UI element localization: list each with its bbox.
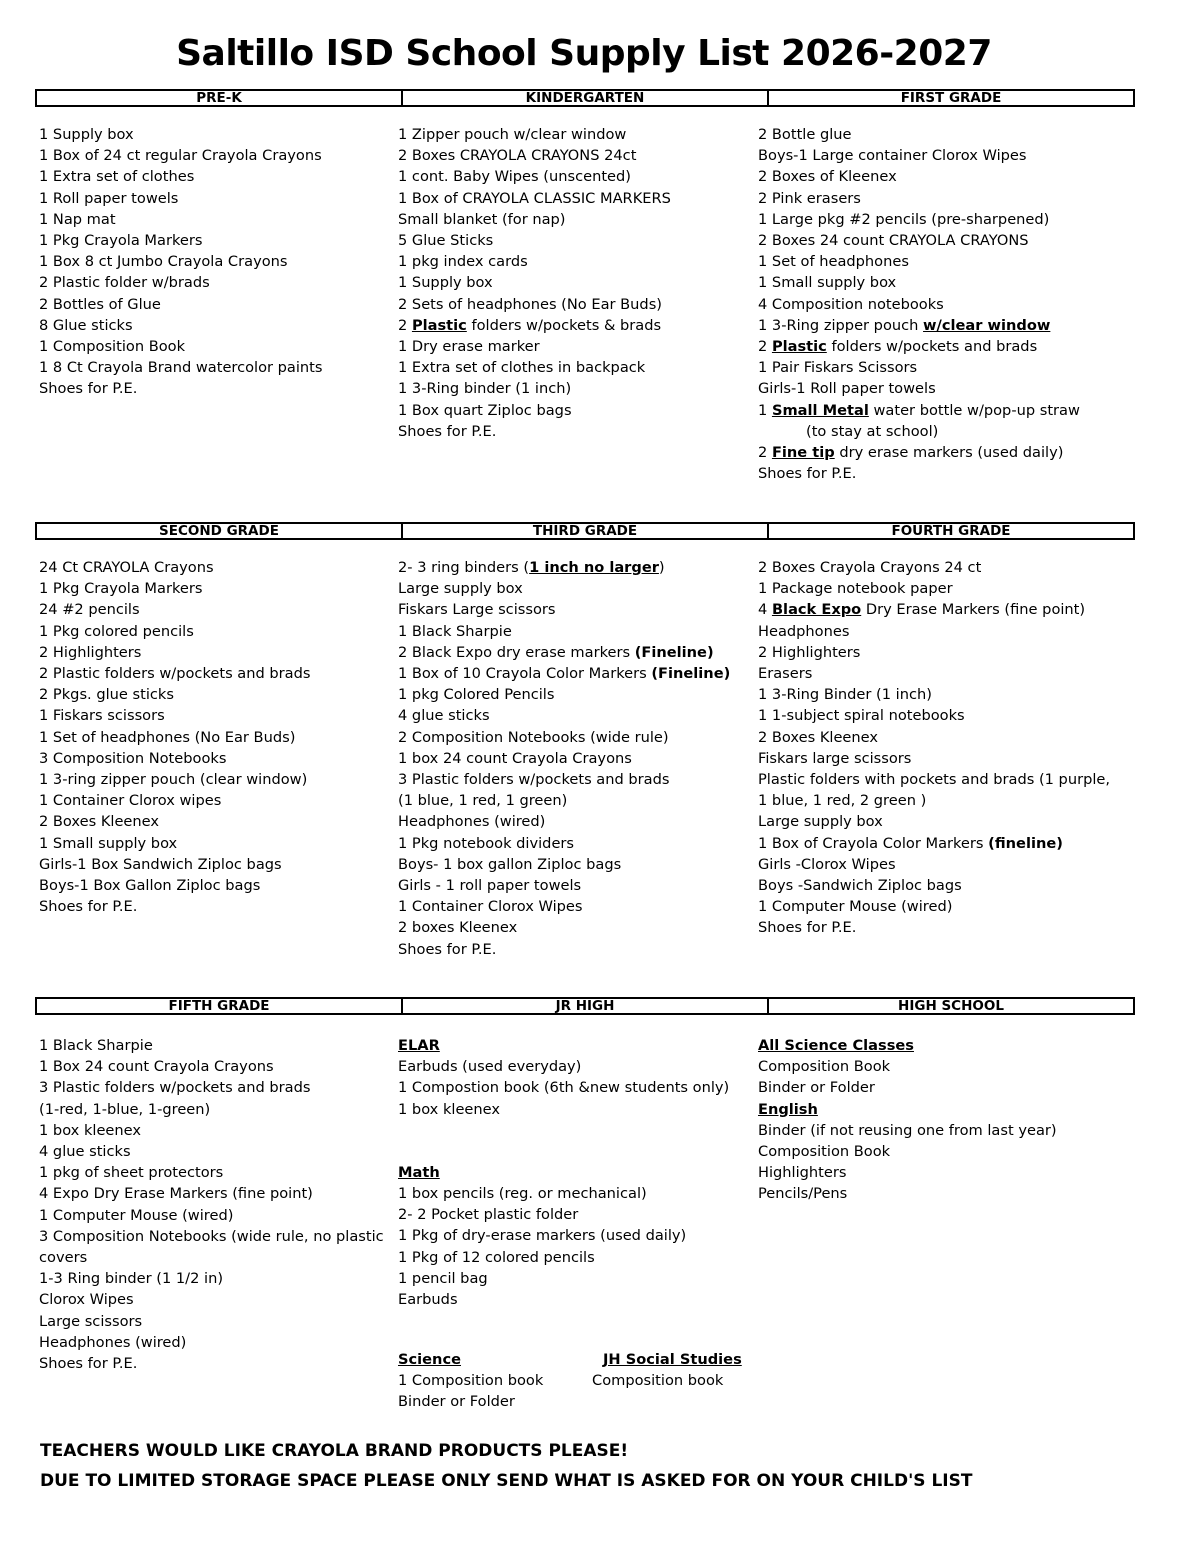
- list-item: Shoes for P.E.: [39, 898, 138, 916]
- list-item: 1 Supply box: [398, 274, 493, 292]
- jr-high-list: [398, 1035, 729, 1310]
- list-item: 1 Box 24 count Crayola Crayons: [39, 1058, 274, 1076]
- list-item: 2 Boxes Kleenex: [39, 813, 160, 831]
- list-item: 2 Boxes 24 count CRAYOLA CRAYONS: [758, 232, 1029, 250]
- kinder-list-b: [398, 336, 671, 442]
- list-item: Boys-1 Box Gallon Ziploc bags: [39, 877, 261, 895]
- fourth-grade-list: [758, 557, 1110, 939]
- jh-social-list: [592, 1370, 742, 1391]
- list-item: 1 Computer Mouse (wired): [39, 1206, 234, 1224]
- list-item: Shoes for P.E.: [39, 380, 138, 398]
- first-list-a: [758, 124, 1080, 315]
- list-item: 24 Ct CRAYOLA Crayons: [39, 559, 214, 576]
- header-fourth-grade: FOURTH GRADE: [891, 523, 1011, 539]
- list-item: 1 Small Metal water bottle w/pop-up straw: [758, 401, 1080, 419]
- list-item: 2 Fine tip dry erase markers (used daily): [758, 444, 1064, 462]
- hs-science-heading: All Science Classes: [758, 1037, 914, 1054]
- list-item: 1 3-Ring Binder (1 inch): [758, 686, 932, 704]
- list-item: Earbuds: [398, 1291, 458, 1309]
- hs-english-heading: English: [758, 1100, 818, 1118]
- header-second-grade: SECOND GRADE: [37, 524, 403, 538]
- list-item: Pencils/Pens: [758, 1185, 848, 1203]
- list-item: 2 Pink erasers: [758, 189, 861, 207]
- list-item: 2 Highlighters: [758, 643, 861, 661]
- list-item: Fiskars Large scissors: [398, 601, 556, 619]
- list-item: 5 Glue Sticks: [398, 232, 494, 250]
- list-item: 1 Zipper pouch w/clear window: [398, 126, 627, 143]
- list-item: 2 Plastic folders w/pockets & brads: [398, 316, 662, 334]
- list-item: 1 cont. Baby Wipes (unscented): [398, 168, 631, 186]
- list-item: 2- 3 ring binders (1 inch no larger): [398, 559, 665, 576]
- list-item: 1 Package notebook paper: [758, 580, 953, 598]
- high-school-list: [758, 1035, 1057, 1205]
- list-item: 1 3-ring zipper pouch (clear window): [39, 771, 308, 789]
- list-item: 1 Pkg Crayola Markers: [39, 232, 203, 250]
- list-item: 3 Plastic folders w/pockets and brads: [39, 1079, 311, 1097]
- first-list-b: [758, 357, 1080, 399]
- header-first-grade: FIRST GRADE: [900, 90, 1002, 106]
- kinder-list-a: [398, 124, 671, 315]
- header-prek: PRE-K: [37, 91, 403, 105]
- header-high-school: HIGH SCHOOL: [898, 998, 1004, 1014]
- list-item: 1 Set of headphones (No Ear Buds): [39, 728, 296, 746]
- list-item: Fiskars large scissors: [758, 749, 912, 767]
- list-item: 1 pkg index cards: [398, 253, 528, 271]
- list-item: 1 Supply box: [39, 126, 134, 143]
- list-item: 1 Pkg notebook dividers: [398, 834, 575, 852]
- header-jr-high: JR HIGH: [403, 999, 769, 1013]
- list-item: 1 Dry erase marker: [398, 338, 540, 356]
- jh-elar-heading: ELAR: [398, 1037, 440, 1054]
- third-list-b: [398, 684, 730, 960]
- list-item: 2 Black Expo dry erase markers (Fineline): [398, 643, 714, 661]
- list-item: 1 Black Sharpie: [39, 1037, 153, 1054]
- jh-social-block: [592, 1349, 742, 1391]
- list-item: Small blanket (for nap): [398, 210, 566, 228]
- list-item: 1 1-subject spiral notebooks: [758, 707, 965, 725]
- header-kindergarten: KINDERGARTEN: [403, 91, 769, 105]
- page-title: Saltillo ISD School Supply List 2026-2027: [176, 33, 992, 74]
- list-item: 1 Pkg of 12 colored pencils: [398, 1248, 595, 1266]
- list-item: 2 Plastic folders w/pockets and brads: [758, 338, 1038, 356]
- list-item: 1 Small supply box: [39, 834, 178, 852]
- list-item: (1 blue, 1 red, 1 green): [398, 792, 568, 810]
- list-item: 1 Black Sharpie: [398, 622, 512, 640]
- second-grade-list: [39, 557, 310, 917]
- list-item: 4 glue sticks: [398, 707, 490, 725]
- list-item: Girls - 1 roll paper towels: [398, 877, 582, 895]
- list-item: Earbuds (used everyday): [398, 1058, 582, 1076]
- header-row-2: [35, 522, 1135, 540]
- list-item: Clorox Wipes: [39, 1291, 134, 1309]
- list-item: 1 Pkg colored pencils: [39, 622, 194, 640]
- list-item: Boys -Sandwich Ziploc bags: [758, 877, 962, 895]
- list-item: Plastic folders with pockets and brads (1 purple,: [758, 771, 1111, 789]
- list-item: Shoes for P.E.: [398, 940, 497, 958]
- list-item: 1 Extra set of clothes: [39, 168, 195, 186]
- list-item: Headphones (wired): [39, 1333, 187, 1351]
- fifth-grade-list: [39, 1035, 384, 1374]
- list-item: 2 Bottle glue: [758, 126, 852, 143]
- jh-science-block: [398, 1349, 543, 1413]
- list-item: 3 Plastic folders w/pockets and brads: [398, 771, 670, 789]
- list-item: 1 3-Ring binder (1 inch): [398, 380, 572, 398]
- list-item: 1 Box 8 ct Jumbo Crayola Crayons: [39, 253, 288, 271]
- list-item: Boys-1 Large container Clorox Wipes: [758, 147, 1027, 165]
- first-grade-list: [758, 124, 1080, 484]
- list-item: 2 Plastic folder w/brads: [39, 274, 210, 292]
- hs-english-list: [758, 1120, 1057, 1205]
- list-item: 2 Plastic folders w/pockets and brads: [39, 665, 311, 683]
- list-item: 24 #2 pencils: [39, 601, 140, 619]
- jh-elar-list: [398, 1056, 729, 1120]
- footer-note-crayola: TEACHERS WOULD LIKE CRAYOLA BRAND PRODUCTS PLEASE!: [40, 1441, 629, 1461]
- list-item: (1-red, 1-blue, 1-green): [39, 1100, 211, 1118]
- jh-social-heading: JH Social Studies: [603, 1351, 742, 1368]
- list-item: 2 Highlighters: [39, 643, 142, 661]
- list-item: Composition Book: [758, 1143, 891, 1161]
- list-item: Composition Book: [758, 1058, 891, 1076]
- list-item: 4 Composition notebooks: [758, 295, 944, 313]
- list-item: 2 boxes Kleenex: [398, 919, 518, 937]
- list-item: Binder (if not reusing one from last year): [758, 1121, 1057, 1139]
- prek-list: [39, 124, 323, 400]
- list-item: Boys- 1 box gallon Ziploc bags: [398, 855, 622, 873]
- list-item: 1 Container Clorox Wipes: [398, 898, 583, 916]
- list-item: 1 3-Ring zipper pouch w/clear window: [758, 316, 1051, 334]
- list-item: 2- 2 Pocket plastic folder: [398, 1206, 579, 1224]
- fourth-list-c: [758, 854, 1110, 939]
- list-item: Large supply box: [758, 813, 883, 831]
- list-item: Binder or Folder: [758, 1079, 875, 1097]
- header-row-1: [35, 89, 1135, 107]
- list-item: Erasers: [758, 665, 813, 683]
- list-item: 1 Roll paper towels: [39, 189, 179, 207]
- list-item: Girls -Clorox Wipes: [758, 855, 896, 873]
- list-item: 8 Glue sticks: [39, 316, 133, 334]
- list-item: 2 Boxes of Kleenex: [758, 168, 897, 186]
- hs-science-list: [758, 1056, 1057, 1098]
- list-item: 1 Pkg of dry-erase markers (used daily): [398, 1227, 687, 1245]
- list-item: Large supply box: [398, 580, 523, 598]
- list-item: 2 Boxes CRAYOLA CRAYONS 24ct: [398, 147, 637, 165]
- jh-math-heading: Math: [398, 1163, 440, 1181]
- third-grade-list: [398, 557, 730, 960]
- list-item: Composition book: [592, 1372, 724, 1390]
- list-item: 2 Bottles of Glue: [39, 295, 161, 313]
- list-item: 2 Boxes Kleenex: [758, 728, 879, 746]
- header-row-3: [35, 997, 1135, 1015]
- list-item: Shoes for P.E.: [758, 465, 857, 483]
- list-item: covers: [39, 1249, 88, 1267]
- list-item: Girls-1 Box Sandwich Ziploc bags: [39, 855, 282, 873]
- fourth-list-a: [758, 557, 1110, 599]
- list-item-note: (to stay at school): [806, 422, 939, 440]
- kindergarten-list: [398, 124, 671, 442]
- list-item: 4 Black Expo Dry Erase Markers (fine point): [758, 601, 1086, 619]
- list-item: Large scissors: [39, 1312, 143, 1330]
- list-item: 1 8 Ct Crayola Brand watercolor paints: [39, 359, 323, 377]
- list-item: 1 Composition book: [398, 1372, 544, 1390]
- list-item: 2 Pkgs. glue sticks: [39, 686, 174, 704]
- list-item: 1 box kleenex: [398, 1100, 501, 1118]
- list-item: 3 Composition Notebooks (wide rule, no plastic: [39, 1227, 384, 1245]
- list-item: 1 Pkg Crayola Markers: [39, 580, 203, 598]
- list-item: Headphones: [758, 622, 850, 640]
- list-item: 1 Fiskars scissors: [39, 707, 165, 725]
- list-item: Binder or Folder: [398, 1393, 515, 1411]
- list-item: 1 Box of Crayola Color Markers (fineline): [758, 834, 1063, 852]
- header-fifth-grade: FIFTH GRADE: [37, 999, 403, 1013]
- list-item: 1 box pencils (reg. or mechanical): [398, 1185, 647, 1203]
- list-item: 1 pkg Colored Pencils: [398, 686, 555, 704]
- list-item: 2 Sets of headphones (No Ear Buds): [398, 295, 662, 313]
- jh-science-heading: Science: [398, 1351, 461, 1368]
- list-item: 1 Extra set of clothes in backpack: [398, 359, 646, 377]
- footer-note-storage: DUE TO LIMITED STORAGE SPACE PLEASE ONLY SEND WHAT IS ASKED FOR ON YOUR CHILD'S LIST: [40, 1471, 973, 1491]
- list-item: 1 Large pkg #2 pencils (pre-sharpened): [758, 210, 1050, 228]
- list-item: 1 Small supply box: [758, 274, 897, 292]
- list-item: Shoes for P.E.: [39, 1355, 138, 1373]
- list-item: 2 Boxes Crayola Crayons 24 ct: [758, 559, 982, 576]
- list-item: 1 Box of 10 Crayola Color Markers (Fineline): [398, 665, 731, 683]
- list-item: 3 Composition Notebooks: [39, 749, 227, 767]
- list-item: 1 pencil bag: [398, 1269, 488, 1287]
- third-list-a: [398, 578, 730, 642]
- list-item: Headphones (wired): [398, 813, 546, 831]
- jh-science-list: [398, 1370, 543, 1412]
- list-item: 2 Composition Notebooks (wide rule): [398, 728, 669, 746]
- list-item: Girls-1 Roll paper towels: [758, 380, 936, 398]
- list-item: 4 Expo Dry Erase Markers (fine point): [39, 1185, 313, 1203]
- list-item: 1 Container Clorox wipes: [39, 792, 222, 810]
- fourth-list-b: [758, 621, 1110, 833]
- list-item: Shoes for P.E.: [758, 919, 857, 937]
- list-item: 1 Compostion book (6th &new students only): [398, 1079, 730, 1097]
- list-item: 1 box kleenex: [39, 1121, 142, 1139]
- list-item: 1 Box quart Ziploc bags: [398, 401, 572, 419]
- list-item: 1 box 24 count Crayola Crayons: [398, 749, 632, 767]
- list-item: 1 Nap mat: [39, 210, 116, 228]
- jh-math-list: [398, 1183, 729, 1310]
- list-item: 4 glue sticks: [39, 1143, 131, 1161]
- header-third-grade: THIRD GRADE: [403, 524, 769, 538]
- list-item: 1 Box of CRAYOLA CLASSIC MARKERS: [398, 189, 671, 207]
- list-item: 1 Computer Mouse (wired): [758, 898, 953, 916]
- list-item: Shoes for P.E.: [398, 422, 497, 440]
- list-item: 1 pkg of sheet protectors: [39, 1164, 224, 1182]
- list-item: 1 Composition Book: [39, 338, 186, 356]
- list-item: 1 blue, 1 red, 2 green ): [758, 792, 927, 810]
- list-item: Highlighters: [758, 1164, 847, 1182]
- list-item: 1-3 Ring binder (1 1/2 in): [39, 1270, 224, 1288]
- list-item: 1 Box of 24 ct regular Crayola Crayons: [39, 147, 322, 165]
- list-item: 1 Pair Fiskars Scissors: [758, 359, 918, 377]
- list-item: 1 Set of headphones: [758, 253, 909, 271]
